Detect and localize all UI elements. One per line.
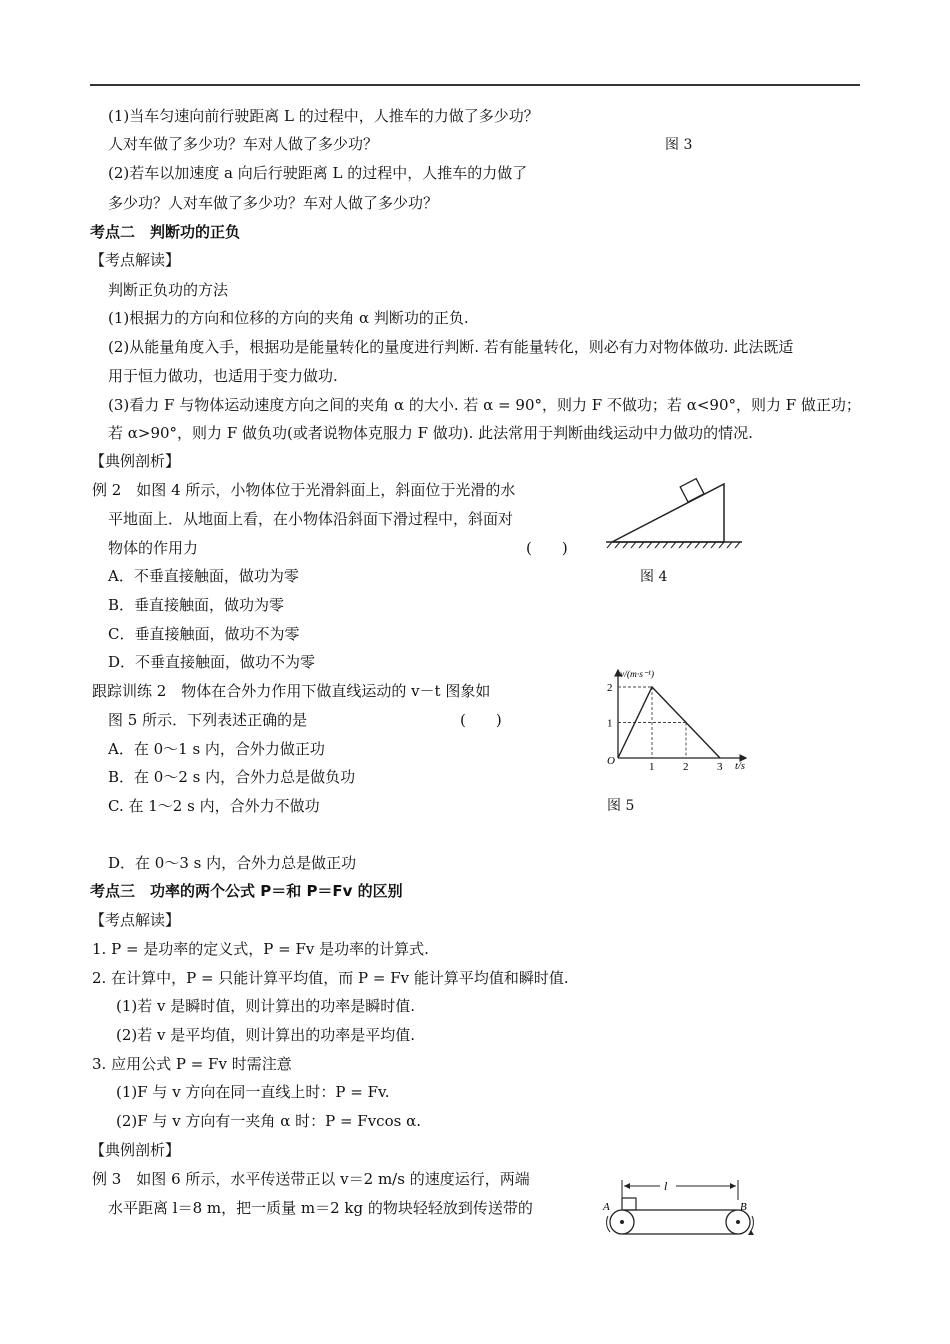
- kd2-p2-line1: (2)从能量角度入手，根据功是能量转化的量度进行判断. 若有能量转化，则必有力对物体做功. 此法既适: [108, 338, 794, 356]
- kd2-title: 考点二 判断功的正负: [90, 223, 241, 241]
- ex2-line2: 平地面上．从地面上看，在小物体沿斜面下滑过程中，斜面对: [108, 510, 514, 528]
- tr2-line2: 图 5 所示．下列表述正确的是: [108, 711, 308, 729]
- fig4-incline-diagram: [600, 470, 750, 555]
- fig5-y-tick-1: 1: [607, 717, 613, 730]
- fig3-caption: 图 3: [665, 137, 693, 153]
- ex2-option-a: A．不垂直接触面，做功为零: [108, 567, 299, 585]
- kd2-method: 判断正负功的方法: [108, 281, 229, 299]
- kd3-item2: 2. 在计算中，P = 只能计算平均值，而 P = Fv 能计算平均值和瞬时值.: [92, 969, 569, 987]
- ex2-option-d: D．不垂直接触面，做功不为零: [108, 653, 316, 671]
- tr2-answer-paren: ( ): [460, 711, 502, 729]
- fig5-y-tick-2: 2: [607, 682, 613, 694]
- fig5-x-tick-2: 2: [683, 761, 689, 773]
- fig6-block: [622, 1198, 636, 1210]
- ex3-line2: 水平距离 l＝8 m，把一质量 m＝2 kg 的物块轻轻放到传送带的: [108, 1199, 533, 1217]
- kd2-jiedu: 【考点解读】: [90, 251, 181, 269]
- fig5-origin-label: O: [607, 755, 615, 767]
- fig4-caption: 图 4: [640, 569, 668, 585]
- q1-line1: (1)当车匀速向前行驶距离 L 的过程中，人推车的力做了多少功？: [108, 107, 539, 125]
- fig6-label-b: B: [740, 1201, 747, 1213]
- fig5-caption: 图 5: [607, 798, 635, 814]
- fig6-length-label: l: [664, 1179, 668, 1193]
- tr2-option-c: C. 在 1～2 s 内，合外力不做功: [108, 797, 320, 815]
- q2-line2: 多少功？人对车做了多少功？车对人做了多少功？: [108, 194, 439, 212]
- fig6-conveyor-diagram: [600, 1170, 755, 1245]
- ex3-line1: 例 3 如图 6 所示，水平传送带正以 v＝2 m/s 的速度运行，两端: [92, 1170, 530, 1188]
- kd3-item2b: (2)若 v 是平均值，则计算出的功率是平均值.: [116, 1026, 416, 1044]
- ex2-option-c: C．垂直接触面，做功不为零: [108, 625, 300, 643]
- kd3-jiedu: 【考点解读】: [90, 911, 181, 929]
- kd3-item1: 1. P = 是功率的定义式，P = Fv 是功率的计算式.: [92, 940, 429, 958]
- fig6-label-a: A: [603, 1201, 610, 1213]
- kd3-item3b: (2)F 与 v 方向有一夹角 α 时：P = Fvcos α.: [116, 1112, 421, 1130]
- ex2-line1: 例 2 如图 4 所示，小物体位于光滑斜面上，斜面位于光滑的水: [92, 481, 516, 499]
- tr2-option-d: D．在 0～3 s 内，合外力总是做正功: [108, 854, 357, 872]
- fig5-vt-graph: [598, 664, 758, 776]
- q2-line1: (2)若车以加速度 a 向后行驶距离 L 的过程中，人推车的力做了: [108, 164, 528, 182]
- fig5-y-label: v/(m·s⁻¹): [620, 670, 654, 680]
- tr2-option-a: A．在 0～1 s 内，合外力做正功: [108, 740, 325, 758]
- tr2-line1: 跟踪训练 2 物体在合外力作用下做直线运动的 v－t 图象如: [92, 682, 491, 700]
- kd3-title: 考点三 功率的两个公式 P＝和 P＝Fv 的区别: [90, 882, 403, 900]
- kd3-item3a: (1)F 与 v 方向在同一直线上时：P = Fv.: [116, 1083, 390, 1101]
- q1-line2: 人对车做了多少功？车对人做了多少功？: [108, 135, 379, 153]
- kd3-poxi: 【典例剖析】: [90, 1141, 181, 1159]
- header-rule: [90, 84, 860, 86]
- ex2-line3: 物体的作用力: [108, 539, 199, 557]
- kd3-item2a: (1)若 v 是瞬时值，则计算出的功率是瞬时值.: [116, 997, 416, 1015]
- kd2-p3-line1: (3)看力 F 与物体运动速度方向之间的夹角 α 的大小. 若 α = 90°，则力 F 不做功；若 α<90°，则力 F 做正功；: [108, 396, 861, 414]
- kd2-p1: (1)根据力的方向和位移的方向的夹角 α 判断功的正负.: [108, 309, 469, 327]
- ex2-option-b: B．垂直接触面，做功为零: [108, 596, 285, 614]
- kd2-poxi: 【典例剖析】: [90, 452, 181, 470]
- kd3-item3: 3. 应用公式 P = Fv 时需注意: [92, 1055, 292, 1073]
- fig5-x-tick-1: 1: [649, 761, 655, 773]
- fig5-x-tick-3: 3: [717, 761, 723, 773]
- fig5-x-label: t/s: [735, 761, 745, 772]
- ex2-answer-paren: ( ): [526, 539, 568, 557]
- kd2-p3-line2: 若 α>90°，则力 F 做负功(或者说物体克服力 F 做功). 此法常用于判断曲线运动中力做功的情况.: [108, 424, 753, 442]
- kd2-p2-line2: 用于恒力做功，也适用于变力做功.: [108, 367, 338, 385]
- tr2-option-b: B．在 0～2 s 内，合外力总是做负功: [108, 768, 356, 786]
